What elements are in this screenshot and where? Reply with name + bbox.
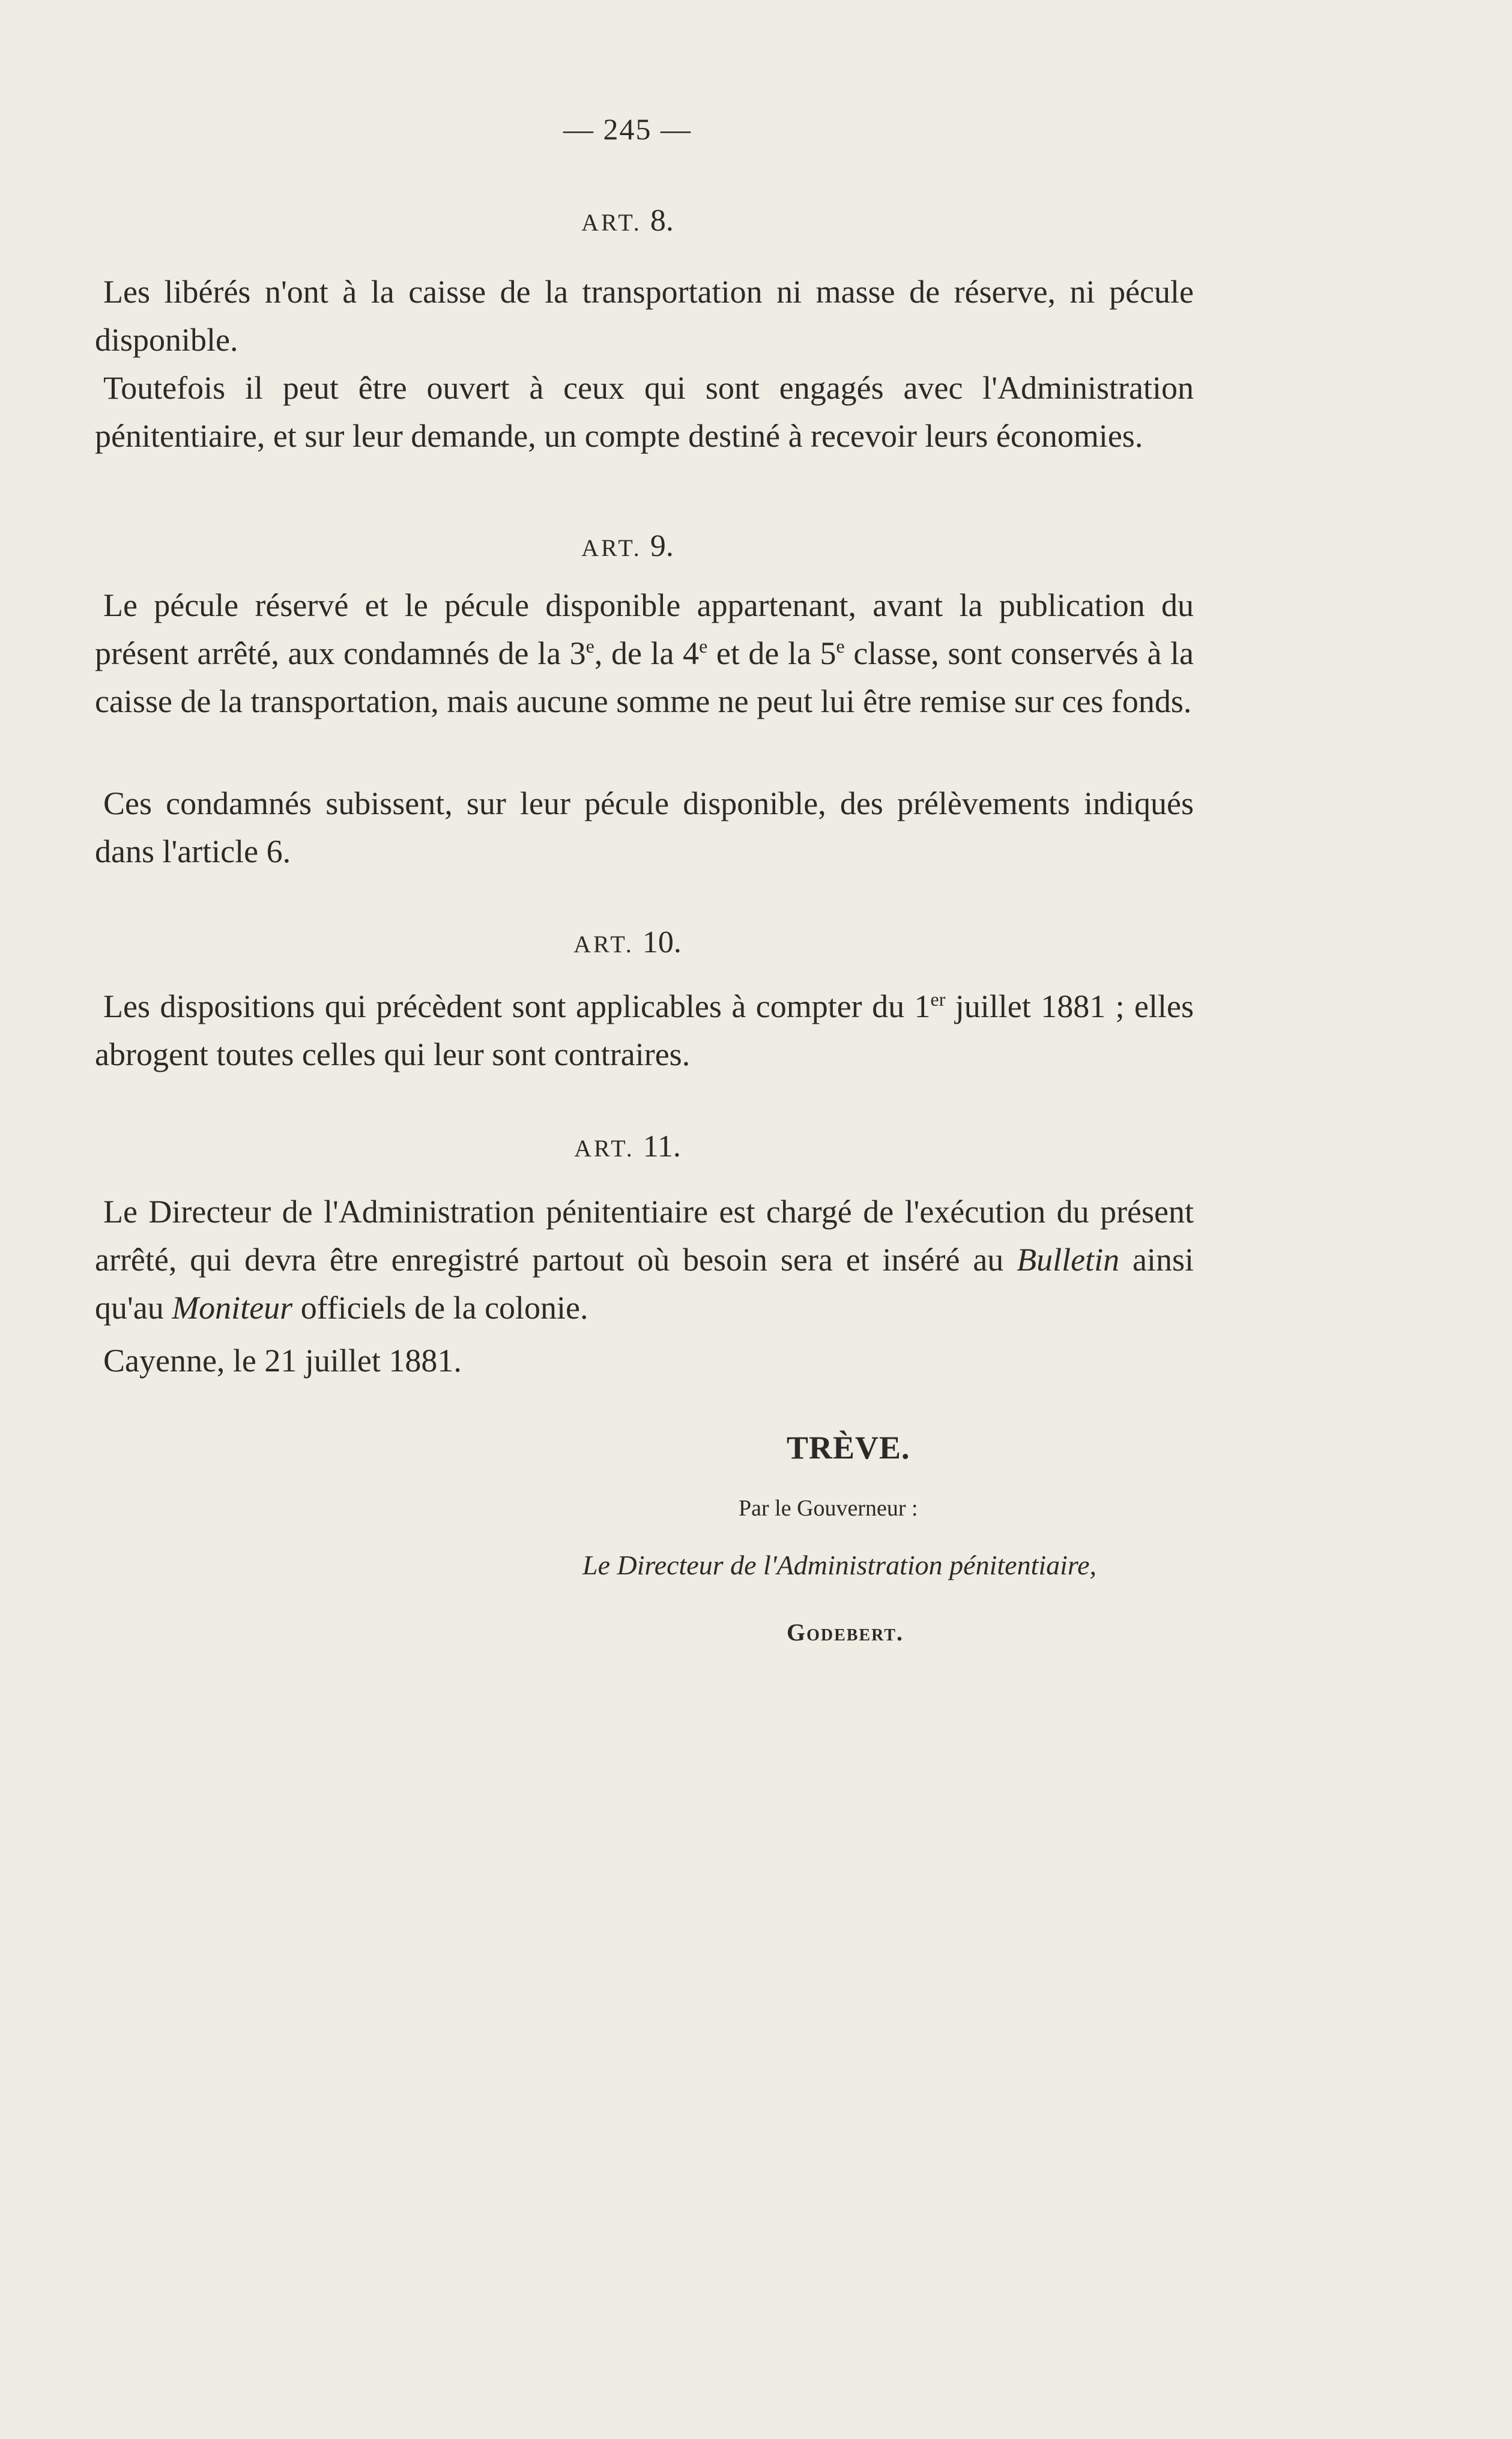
text-run: classe, sont conservés à la caisse de la transportation, mais aucune somme ne peut lui être remise sur ces fonds. xyxy=(95,635,1194,719)
official-name: Godebert. xyxy=(787,1619,904,1646)
article-8-paragraph-1: Les libérés n'ont à la caisse de la transportation ni masse de réserve, ni pécule disponible. xyxy=(95,274,1194,358)
text-run: Les dispositions qui précèdent sont applicables à compter du 1 xyxy=(103,988,931,1024)
article-9-paragraph-2: Ces condamnés subissent, sur leur pécule disponible, des prélèvements indiqués dans l'article 6. xyxy=(95,785,1194,869)
superscript: e xyxy=(836,635,845,657)
superscript: e xyxy=(585,635,594,657)
article-label: ART. xyxy=(581,209,642,236)
article-number: 10. xyxy=(642,925,682,960)
article-label: ART. xyxy=(574,1135,635,1162)
text-run: Le Directeur de l'Administration pénitentiaire est chargé de l'exécution du présent arrêté, qui devra être enregistré partout où besoin sera et inséré au xyxy=(95,1194,1194,1278)
signatory-title: Le Directeur de l'Administration pénitentiaire, xyxy=(582,1550,1097,1580)
text-run: Le pécule réservé et le pécule disponible appartenant, avant la publication du présent arrêté, aux condamnés de la 3 xyxy=(95,587,1194,671)
signatory-name: TRÈVE. xyxy=(787,1430,910,1466)
article-heading-10 xyxy=(0,925,1255,960)
article-11-paragraph-1 xyxy=(95,1188,1194,1332)
article-label: ART. xyxy=(573,931,634,958)
italic-text: Moniteur xyxy=(172,1290,293,1326)
page-number: — 245 — xyxy=(563,112,692,146)
article-label: ART. xyxy=(581,534,642,561)
italic-text: Bulletin xyxy=(1017,1242,1120,1278)
article-11-paragraph-2: Cayenne, le 21 juillet 1881. xyxy=(103,1343,462,1379)
article-8-paragraph-2: Toutefois il peut être ouvert à ceux qui sont engagés avec l'Administration pénitentiaire, et sur leur demande, un compte destiné à recevoir leurs économies. xyxy=(95,370,1194,454)
article-number: 11. xyxy=(643,1129,681,1164)
text-run: , de la 4 xyxy=(594,635,700,671)
article-heading-8 xyxy=(0,203,1255,238)
text-run: et de la 5 xyxy=(707,635,836,671)
article-heading-11 xyxy=(0,1129,1255,1164)
text-run: officiels de la colonie. xyxy=(292,1290,588,1326)
article-number: 8. xyxy=(650,204,674,238)
superscript: er xyxy=(930,988,946,1010)
article-heading-9 xyxy=(0,528,1255,564)
text-run: juillet 1881 ; elles abrogent toutes celles qui leur sont contraires. xyxy=(95,988,1194,1072)
article-10-paragraph-1 xyxy=(95,982,1194,1078)
superscript: e xyxy=(699,635,708,657)
text-run: ainsi qu'au xyxy=(95,1242,1194,1326)
article-9-paragraph-1 xyxy=(95,581,1194,725)
signature-by-line: Par le Gouverneur : xyxy=(739,1496,918,1521)
article-number: 9. xyxy=(650,529,674,563)
